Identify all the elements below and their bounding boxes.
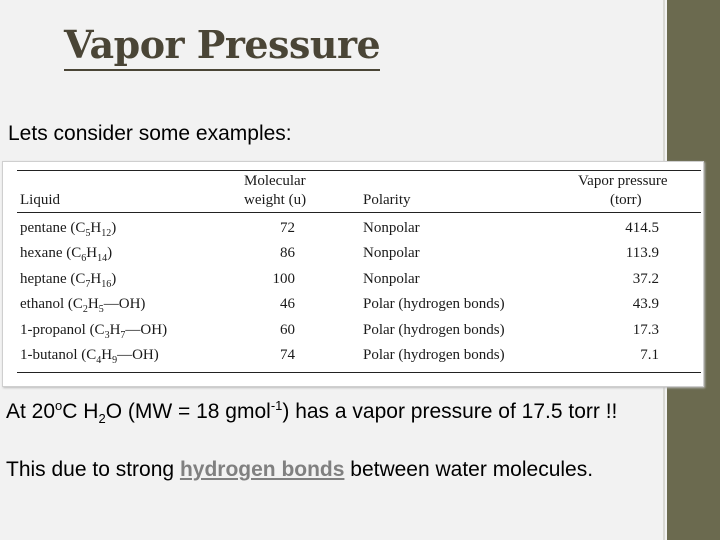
- table-top-rule: [17, 170, 701, 171]
- cell-polarity: Polar (hydrogen bonds): [363, 296, 505, 313]
- slide-title: Vapor Pressure: [64, 22, 380, 71]
- statement-suffix: ) has a vapor pressure of 17.5 torr !!: [282, 400, 618, 423]
- closing-after: between water molecules.: [344, 458, 594, 481]
- statement-mw: O (MW = 18 gmol: [105, 400, 271, 423]
- vapor-pressure-table: [2, 161, 704, 387]
- intro-text: Lets consider some examples:: [8, 122, 292, 145]
- cell-liquid: 1-butanol $(C_4H_9—OH)$: [20, 347, 159, 366]
- cell-liquid: pentane $(C_5H_{12})$: [20, 220, 117, 239]
- cell-vapor-pressure: 37.2: [632, 270, 659, 287]
- cell-polarity: Polar (hydrogen bonds): [363, 321, 505, 338]
- cell-polarity: Polar (hydrogen bonds): [363, 347, 505, 363]
- header-vapor-pressure-line2: (torr): [610, 192, 642, 208]
- cell-liquid: ethanol $(C_2H_5—OH)$: [20, 296, 146, 316]
- closing-text: [6, 458, 593, 482]
- cell-molecular-weight: 86: [280, 245, 295, 262]
- cell-vapor-pressure: 43.9: [632, 296, 659, 313]
- mw-exponent: -1: [270, 398, 283, 413]
- header-polarity: Polarity: [363, 192, 411, 208]
- header-vapor-pressure-line1: Vapor pressure: [578, 173, 668, 189]
- statement-unit: C H: [62, 400, 99, 423]
- hydrogen-bonds-link[interactable]: hydrogen bonds: [179, 458, 345, 481]
- header-liquid: Liquid: [20, 192, 60, 208]
- cell-vapor-pressure: 17.3: [632, 321, 659, 338]
- cell-molecular-weight: 72: [280, 220, 295, 236]
- cell-vapor-pressure: 113.9: [625, 245, 659, 262]
- cell-molecular-weight: 100: [272, 270, 295, 287]
- table-header-rule: [17, 212, 701, 213]
- cell-polarity: Nonpolar: [363, 245, 420, 262]
- cell-molecular-weight: 60: [280, 321, 295, 338]
- cell-liquid: 1-propanol $(C_3H_7—OH)$: [20, 321, 168, 341]
- degree-symbol: o: [55, 398, 63, 413]
- header-molecular-weight-line2: weight (u): [244, 192, 307, 208]
- water-statement: [6, 398, 617, 426]
- cell-polarity: Nonpolar: [363, 220, 420, 236]
- cell-vapor-pressure: 414.5: [625, 220, 659, 236]
- closing-before: This due to strong: [6, 458, 180, 481]
- h2o-subscript: 2: [98, 411, 106, 427]
- statement-prefix: At 20: [6, 400, 56, 423]
- cell-molecular-weight: 74: [280, 347, 295, 363]
- cell-vapor-pressure: 7.1: [640, 347, 659, 363]
- table-bottom-rule: [17, 372, 701, 373]
- cell-liquid: hexane $(C_6H_{14})$: [20, 245, 113, 265]
- cell-molecular-weight: 46: [280, 296, 295, 313]
- cell-polarity: Nonpolar: [363, 270, 420, 287]
- cell-liquid: heptane $(C_7H_{16})$: [20, 270, 117, 290]
- header-molecular-weight-line1: Molecular: [244, 173, 306, 189]
